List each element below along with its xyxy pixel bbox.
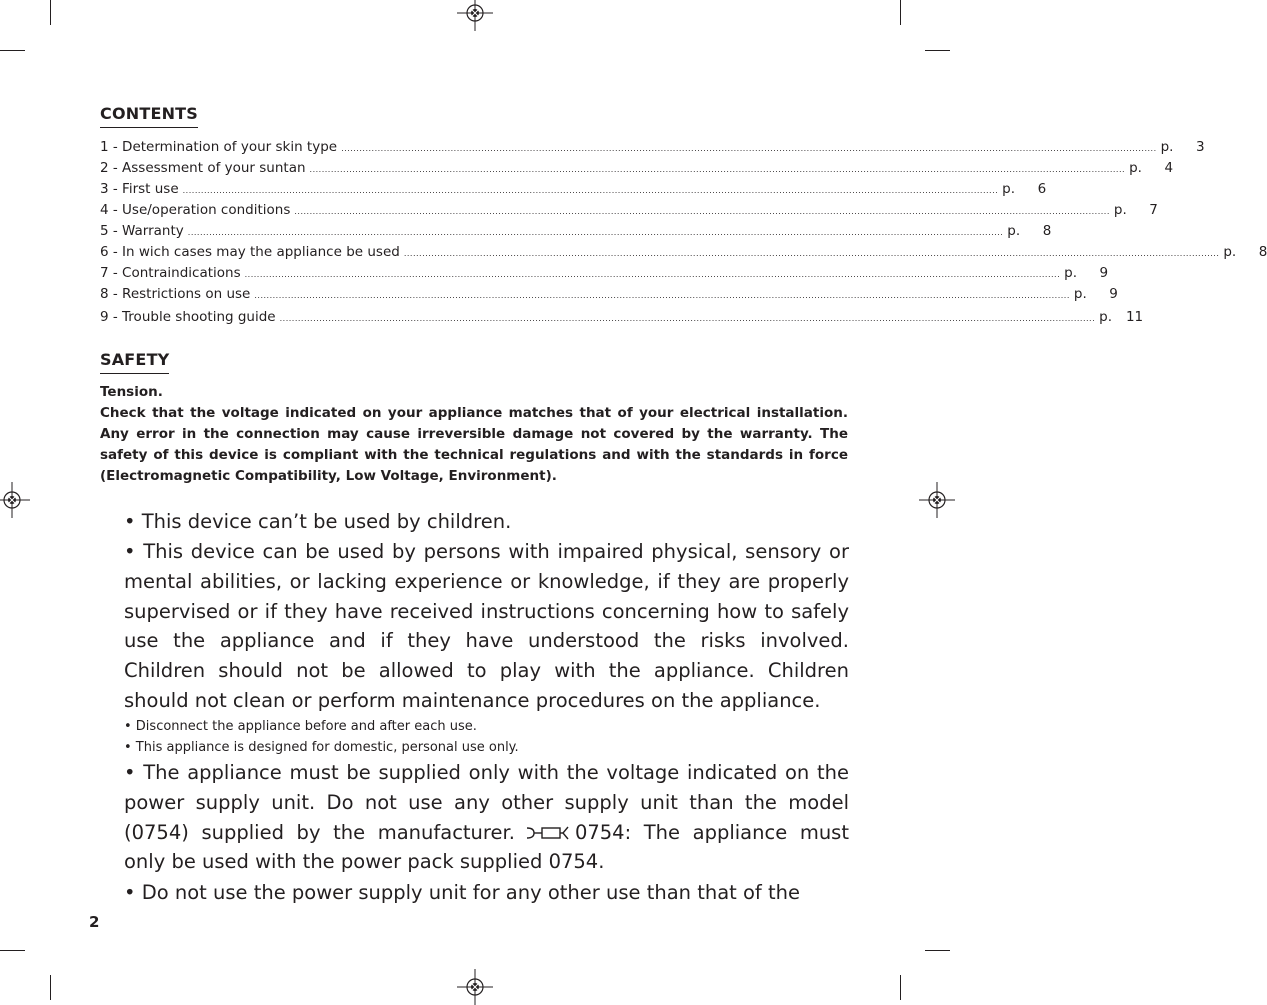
- toc-entry-title: 8 - Restrictions on use: [100, 286, 251, 302]
- toc-entry: [100, 242, 1267, 263]
- crop-mark: [925, 50, 950, 51]
- safety-bullet-disconnect: • Disconnect the appliance before and after each use.: [124, 719, 477, 734]
- toc-leader-dots: ............................................................................................................................................................................................................................................................................: [182, 186, 999, 195]
- power-plug-icon: [525, 825, 569, 841]
- toc-page-number: 11: [1125, 309, 1144, 325]
- crop-mark: [0, 50, 25, 51]
- toc-entry-title: 1 - Determination of your skin type: [100, 139, 338, 155]
- toc-page-prefix: p.: [1099, 309, 1113, 325]
- toc-entry: [100, 137, 1205, 158]
- safety-bullet-power-supply: [124, 758, 849, 877]
- toc-entry-title: 3 - First use: [100, 181, 179, 197]
- table-of-contents: [100, 137, 1267, 328]
- toc-entry: [100, 284, 1118, 305]
- toc-entry-title: 2 - Assessment of your suntan: [100, 160, 306, 176]
- toc-page-prefix: p.: [1002, 181, 1016, 197]
- toc-entry-title: 7 - Contraindications: [100, 265, 241, 281]
- toc-page-prefix: p.: [1223, 244, 1237, 260]
- page-number: 2: [89, 913, 100, 931]
- toc-leader-dots: ............................................................................................................................................................................................................................................................................: [187, 228, 1004, 237]
- toc-page-prefix: p.: [1073, 286, 1087, 302]
- toc-entry: [100, 158, 1174, 179]
- contents-heading: CONTENTS: [100, 104, 198, 128]
- crop-mark: [0, 950, 25, 951]
- toc-leader-dots: ............................................................................................................................................................................................................................................................................: [254, 291, 1070, 300]
- toc-page-prefix: p.: [1007, 223, 1021, 239]
- toc-leader-dots: ............................................................................................................................................................................................................................................................................: [341, 144, 1157, 153]
- toc-leader-dots: ............................................................................................................................................................................................................................................................................: [279, 314, 1096, 323]
- tension-warning-text: Check that the voltage indicated on your appliance matches that of your electrical installation. Any error in the connection may cause irreversible damage not covered by the warranty. The safety of this device is compliant with the technical regulations and with the standards in force (Electromagnetic Compatibility, Low Voltage, Environment).: [100, 405, 848, 484]
- crop-mark: [900, 0, 901, 25]
- registration-mark-icon: [457, 0, 493, 31]
- toc-page-number: 8: [1258, 244, 1267, 260]
- safety-bullet-domestic-use: • This appliance is designed for domestic, personal use only.: [124, 740, 519, 755]
- toc-page-number: 4: [1164, 160, 1174, 176]
- toc-entry: [100, 263, 1109, 284]
- safety-heading: SAFETY: [100, 350, 169, 374]
- toc-page-number: 6: [1037, 181, 1047, 197]
- crop-mark: [50, 975, 51, 1000]
- toc-page-prefix: p.: [1113, 202, 1127, 218]
- registration-mark-icon: [457, 969, 493, 1005]
- toc-leader-dots: ............................................................................................................................................................................................................................................................................: [294, 207, 1110, 216]
- toc-entry: [100, 179, 1047, 200]
- power-supply-text: • The appliance must be supplied only with the voltage indicated on the power supply unit. Do not use any other supply unit than the model (0754) supplied by the manufacturer.: [124, 761, 849, 844]
- registration-mark-icon: [0, 482, 30, 518]
- toc-page-number: 3: [1196, 139, 1205, 155]
- toc-leader-dots: ............................................................................................................................................................................................................................................................................: [403, 249, 1220, 258]
- crop-mark: [50, 0, 51, 25]
- toc-entry-title: 6 - In wich cases may the appliance be used: [100, 244, 400, 260]
- toc-leader-dots: ............................................................................................................................................................................................................................................................................: [309, 165, 1126, 174]
- toc-entry: [100, 200, 1158, 221]
- toc-page-number: 8: [1042, 223, 1052, 239]
- toc-page-prefix: p.: [1160, 139, 1174, 155]
- toc-entry-title: 5 - Warranty: [100, 223, 184, 239]
- toc-page-prefix: p.: [1064, 265, 1078, 281]
- safety-bullet-supervision: • This device can be used by persons with impaired physical, sensory or mental abilities, or lacking experience or knowledge, if they are properly supervised or if they have received instructions concerning how to safely use the appliance and if they have understood the risks involved. Children should not be allowed to play with the appliance. Children should not clean or perform maintenance procedures on the appliance.: [124, 540, 849, 712]
- toc-entry: [100, 307, 1144, 328]
- power-pack-text: 0754: The appliance must only be used with the power pack supplied 0754.: [124, 820, 849, 874]
- crop-mark: [925, 950, 950, 951]
- toc-leader-dots: ............................................................................................................................................................................................................................................................................: [244, 270, 1061, 279]
- toc-page-prefix: p.: [1129, 160, 1142, 176]
- safety-bullet-children: • This device can’t be used by children.: [124, 510, 512, 533]
- toc-entry: [100, 221, 1052, 242]
- registration-mark-icon: [919, 482, 955, 518]
- safety-bullet-power-unit-use: • Do not use the power supply unit for any other use than that of the: [124, 881, 800, 904]
- toc-page-number: 9: [1109, 286, 1118, 302]
- toc-page-number: 9: [1099, 265, 1109, 281]
- toc-entry-title: 9 - Trouble shooting guide: [100, 309, 276, 325]
- tension-label: Tension.: [100, 384, 163, 400]
- toc-entry-title: 4 - Use/operation conditions: [100, 202, 291, 218]
- crop-mark: [900, 975, 901, 1000]
- toc-page-number: 7: [1149, 202, 1158, 218]
